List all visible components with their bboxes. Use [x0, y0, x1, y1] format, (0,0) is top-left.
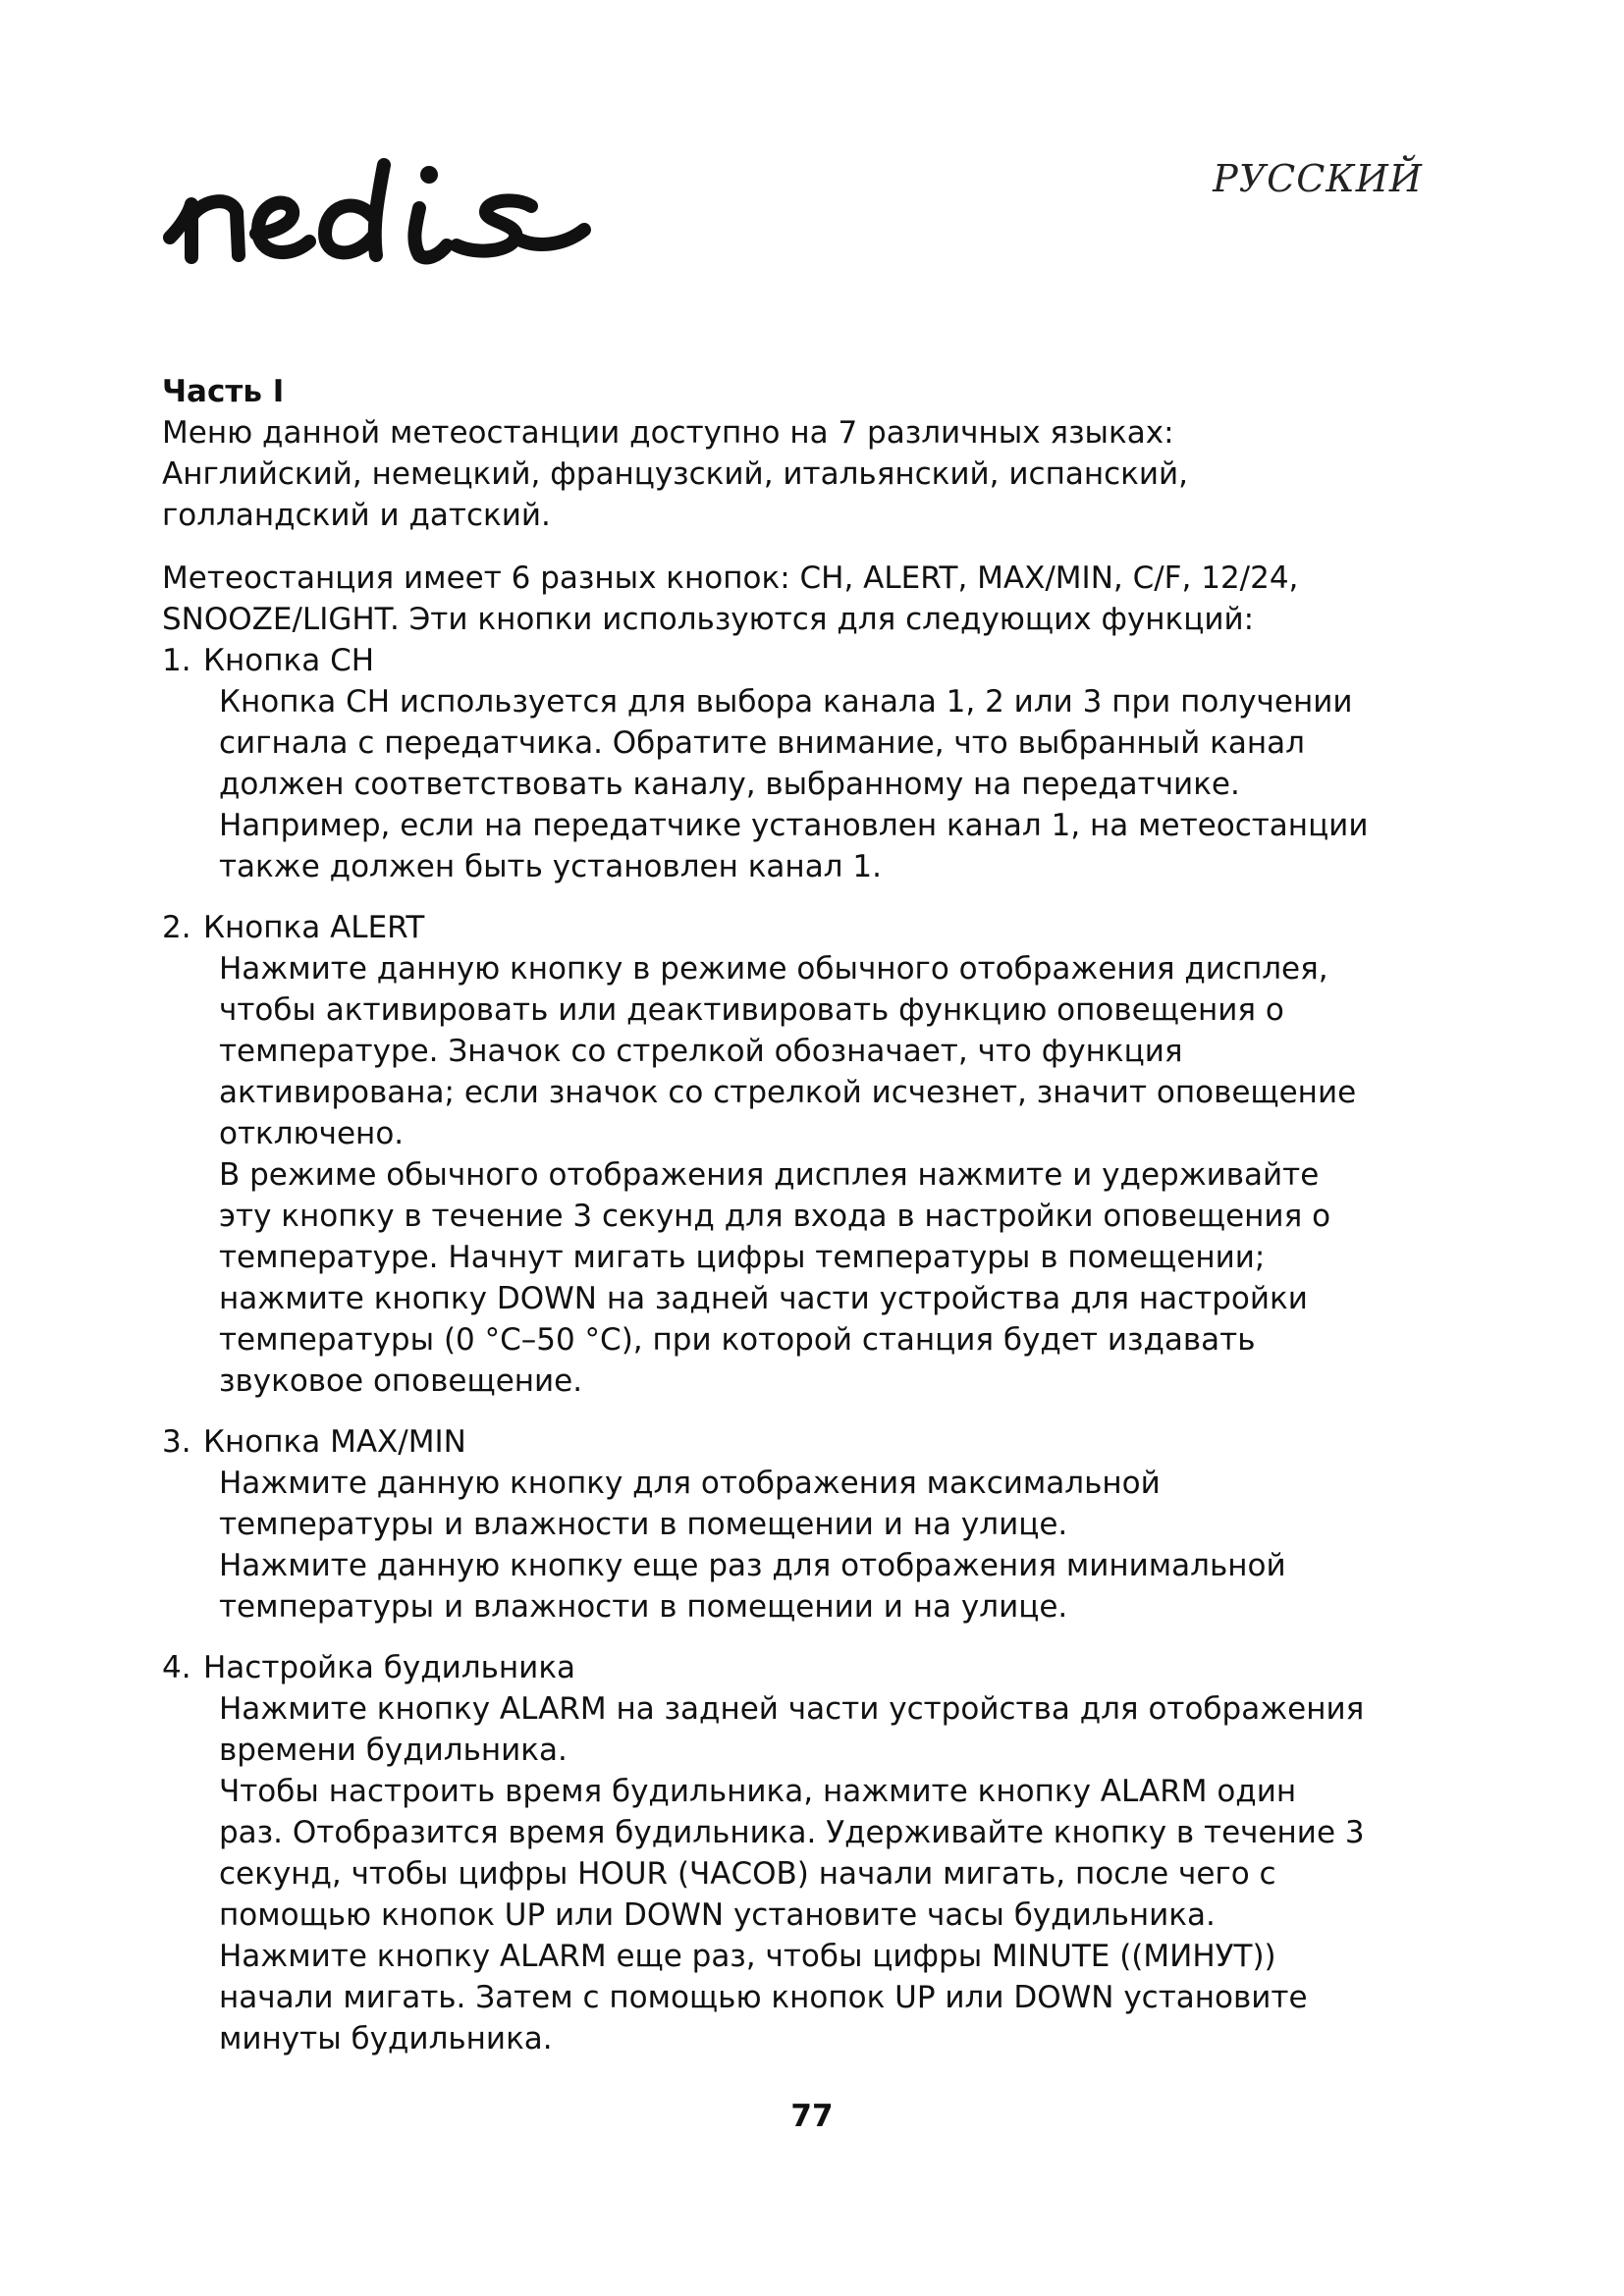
- list-item-max-min: [162, 1421, 1370, 1628]
- nedis-logo-graphic: [162, 147, 614, 275]
- list-item-alert: [162, 907, 1370, 1402]
- list-item-number: 4.: [162, 1650, 191, 1685]
- list-item-paragraph: Чтобы настроить время будильника, нажмите кнопку ALARM один раз. Отобразится время будильника. Удерживайте кнопку в течение 3 секунд, чтобы цифры HOUR (ЧАСОВ) начали мигать, после чего с помощью кнопок UP или DOWN установите часы будильника. Нажмите кнопку ALARM еще раз, чтобы цифры MINUTE ((МИНУТ)) начали мигать. Затем с помощью кнопок UP или DOWN установите минуты будильника.: [219, 1774, 1365, 2056]
- list-item-heading: [162, 1421, 1370, 1463]
- nedis-logo: [162, 147, 614, 275]
- list-item-title: Кнопка CH: [203, 643, 375, 678]
- list-item-paragraph: Нажмите данную кнопку еще раз для отображения минимальной температуры и влажности в помещении и на улице.: [219, 1548, 1286, 1625]
- list-item-paragraph: Кнопка CH используется для выбора канала 1, 2 или 3 при получении сигнала с передатчика. Обратите внимание, что выбранный канал должен соответствовать каналу, выбранному на передатчике. Например, если на передатчике установлен канал 1, на метеостанции также должен быть установлен канал 1.: [219, 684, 1369, 884]
- list-item-title: Кнопка ALERT: [203, 910, 425, 945]
- list-item-heading: [162, 907, 1370, 948]
- page-content: [162, 371, 1370, 2079]
- section-title: Часть I: [162, 374, 285, 409]
- language-label: РУССКИЙ: [1213, 157, 1423, 200]
- list-item-number: 2.: [162, 910, 191, 945]
- list-item-heading: [162, 640, 1370, 681]
- list-item-number: 1.: [162, 643, 191, 678]
- list-item-paragraph: Нажмите кнопку ALARM на задней части устройства для отображения времени будильника.: [219, 1691, 1365, 1768]
- list-item-paragraph: В режиме обычного отображения дисплея нажмите и удерживайте эту кнопку в течение 3 секунд для входа в настройки оповещения о температуре. Начнут мигать цифры температуры в помещении; нажмите кнопку DOWN на задней части устройства для настройки температуры (0 °C–50 °C), при которой станция будет издавать звуковое оповещение.: [219, 1157, 1331, 1399]
- list-item-number: 3.: [162, 1424, 191, 1460]
- list-item-body: [162, 948, 1370, 1402]
- list-item-title: Кнопка MAX/MIN: [203, 1424, 466, 1460]
- list-item-heading: [162, 1647, 1370, 1688]
- list-item-title: Настройка будильника: [203, 1650, 576, 1685]
- list-item-body: [162, 1688, 1370, 2059]
- list-item-alarm-setup: [162, 1647, 1370, 2059]
- list-item-paragraph: Нажмите данную кнопку в режиме обычного отображения дисплея, чтобы активировать или деактивировать функцию оповещения о температуре. Значок со стрелкой обозначает, что функция активирована; если значок со стрелкой исчезнет, значит оповещение отключено.: [219, 951, 1357, 1151]
- intro-paragraph: Меню данной метеостанции доступно на 7 различных языках: Английский, немецкий, французский, итальянский, испанский, голландский и датский.: [162, 415, 1189, 533]
- list-item-paragraph: Нажмите данную кнопку для отображения максимальной температуры и влажности в помещении и на улице.: [219, 1466, 1161, 1542]
- page-number: 77: [790, 2099, 834, 2134]
- list-item-body: [162, 1463, 1370, 1628]
- buttons-intro-paragraph: Метеостанция имеет 6 разных кнопок: CH, ALERT, MAX/MIN, C/F, 12/24, SNOOZE/LIGHT. Эти кнопки используются для следующих функций:: [162, 561, 1299, 637]
- list-item-ch: [162, 640, 1370, 887]
- logo-dot: [420, 166, 438, 184]
- list-item-body: [162, 681, 1370, 887]
